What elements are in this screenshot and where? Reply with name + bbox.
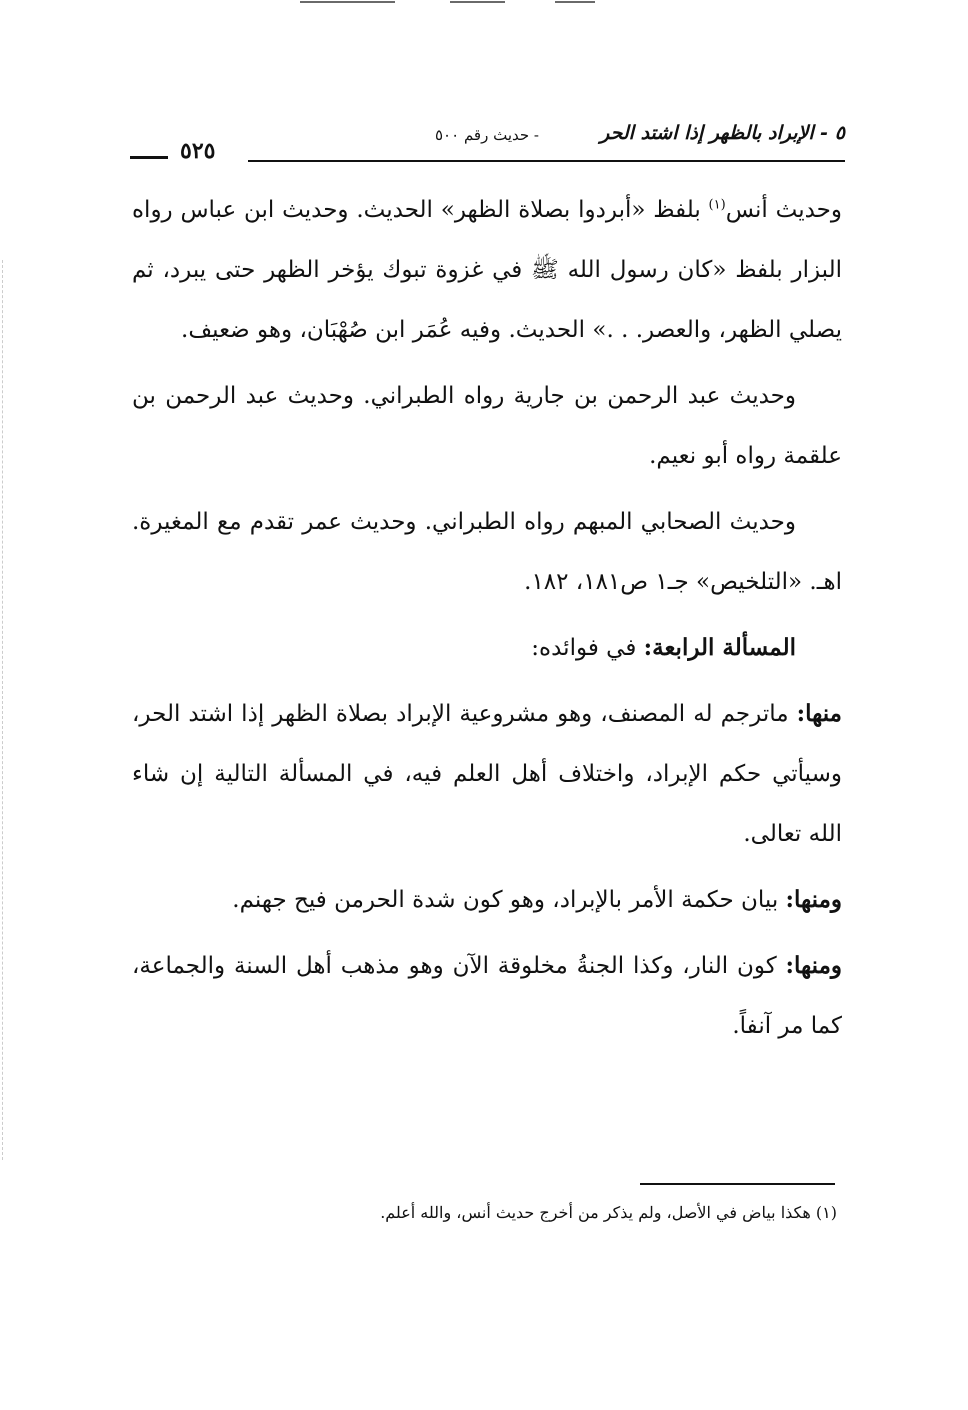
hadith-number: - حديث رقم ٥٠٠ [435,126,539,144]
page-number: ٥٢٥ [180,138,216,164]
point-lead: ومنها: [785,886,842,913]
footnote-marker: (١) [708,197,726,213]
point-text: بيان حكمة الأمر بالإبراد، وهو كون شدة الحرمن فيح جهنم. [232,887,786,913]
section-heading [132,618,842,678]
paragraph-abdulrahman: وحديث عبد الرحمن بن جارية رواه الطبراني. وحديث عبد الرحمن بن علقمة رواه أبو نعيم. [132,383,842,469]
page-header [130,118,845,168]
page-number-dash [130,156,168,159]
paragraph-anas [132,180,842,360]
section-heading-title: المسألة الرابعة: [643,634,796,661]
footnote-separator [640,1183,835,1185]
point-lead: منها: [796,700,842,727]
section-heading-rest: في فوائده: [531,635,644,661]
point-1 [132,684,842,864]
point-text: ماترجم له المصنف، وهو مشروعية الإبراد بصلاة الظهر إذا اشتد الحر، وسيأتي حكم الإبراد، واختلاف أهل العلم فيه، في المسألة التالية إن شاء الله تعالى. [132,701,842,847]
paragraph-text-start: وحديث أنس [725,197,842,223]
scan-edge-artifact [2,260,6,1160]
footnote: (١) هكذا بياض في الأصل، ولم يذكر من أخرج حديث أنس، والله أعلم. [380,1203,837,1222]
paragraph-sahabi: وحديث الصحابي المبهم رواه الطبراني. وحديث عمر تقدم مع المغيرة. اهـ. «التلخيص» جـ١ ص١٨١، ١٨٢. [132,509,842,595]
scan-artifact [300,0,620,6]
point-lead: ومنها: [785,952,842,979]
paragraph-text-rest: بلفظ «أبردوا بصلاة الظهر» الحديث. وحديث ابن عباس رواه البزار بلفظ «كان رسول الله ﷺ في غزوة تبوك يؤخر الظهر حتى يبرد، ثم يصلي الظهر، والعصر. . .» الحديث. وفيه عُمَر ابن صُهْبَان، وهو ضعيف. [132,197,842,343]
chapter-title: ٥ - الإبراد بالظهر إذا اشتد الحر [600,122,845,144]
point-text: كون النار، وكذا الجنةُ مخلوقة الآن وهو مذهب أهل السنة والجماعة، كما مر آنفاً. [132,953,842,1039]
point-3 [132,936,842,1056]
header-rule [248,160,845,162]
point-2 [132,870,842,930]
main-text [132,180,842,1062]
